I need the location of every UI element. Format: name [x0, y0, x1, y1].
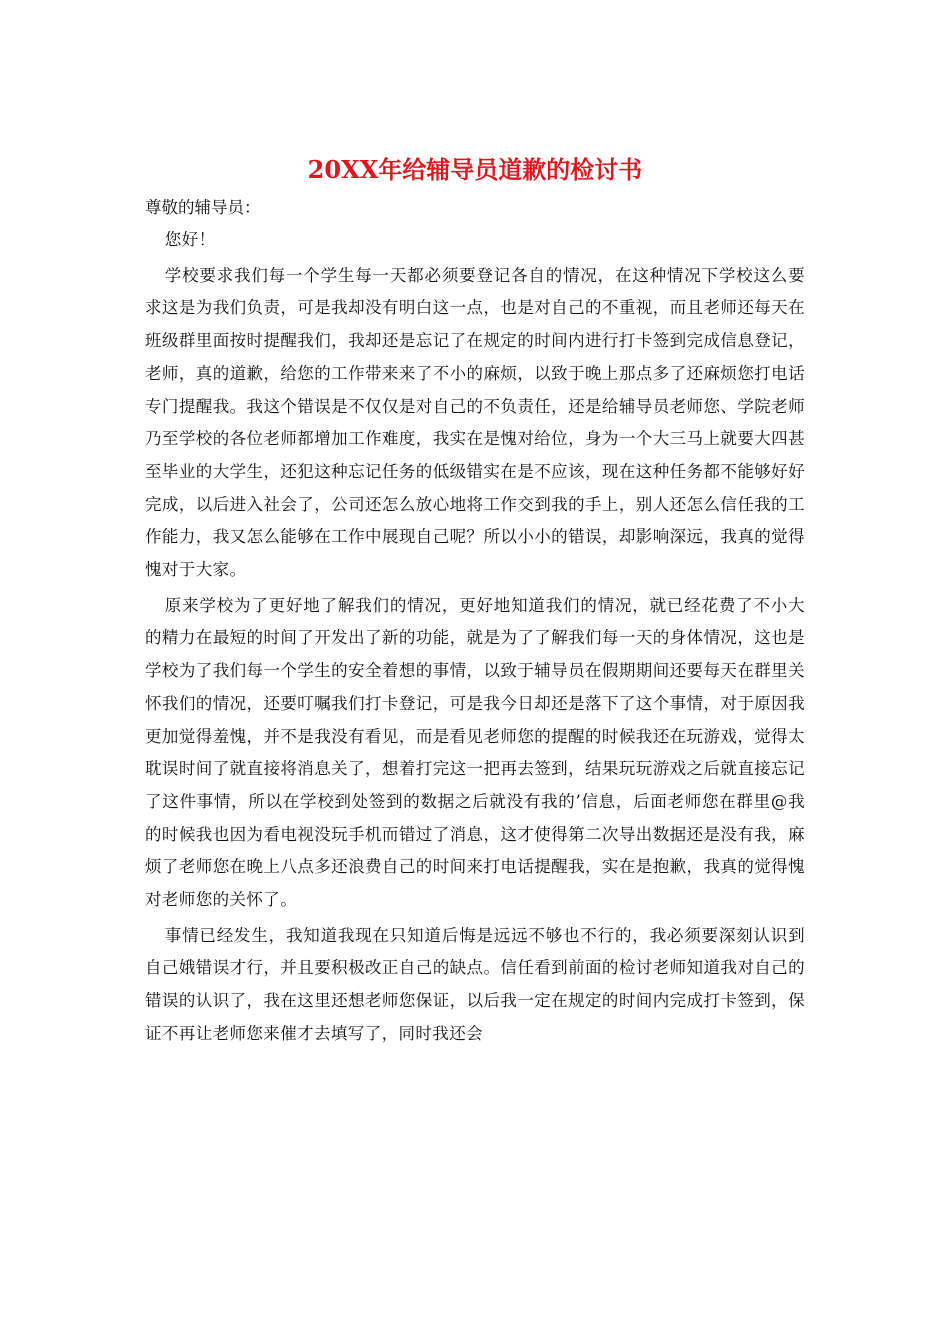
document-title: 20XX年给辅导员道歉的检讨书: [307, 155, 643, 184]
document-page: [145, 150, 805, 1051]
salutation: 尊敬的辅导员：: [145, 198, 261, 217]
body-paragraph-3: 事情已经发生，我知道我现在只知道后悔是远远不够也不行的，我必须要深刻认识到自己娥错误才行，并且要积极改正自己的缺点。信任看到前面的检讨老师知道我对自己的错误的认识了，我在这里还想老师您保证，以后我一定在规定的时间内完成打卡签到，保证不再让老师您来催才去填写了，同时我还会: [145, 925, 805, 1043]
greeting: 您好！: [164, 230, 216, 249]
body-paragraph-2: 原来学校为了更好地了解我们的情况，更好地知道我们的情况，就已经花费了不小大的精力在最短的时间了开发出了新的功能，就是为了了解我们每一天的身体情况，这也是学校为了我们每一个学生的安全着想的事情，以致于辅导员在假期期间还要每天在群里关怀我们的情况，还要叮嘱我们打卡登记，可是我今日却还是落下了这个事情，对于原因我更加觉得羞愧，并不是我没有看见，而是看见老师您的提醒的时候我还在玩游戏，觉得太耽误时间了就直接将消息关了，想着打完这一把再去签到，结果玩玩游戏之后就直接忘记了这件事情，所以在学校到处签到的数据之后就没有我的’信息，后面老师您在群里@我的时候我也因为看电视没玩手机而错过了消息，这才使得第二次导出数据还是没有我，麻烦了老师您在晚上八点多还浪费自己的时间来打电话提醒我，实在是抱歉，我真的觉得愧对老师您的关怀了。: [145, 595, 805, 910]
body-paragraph-1: 学校要求我们每一个学生每一天都必须要登记各自的情况，在这种情况下学校这么要求这是为我们负责，可是我却没有明白这一点，也是对自己的不重视，而且老师还每天在班级群里面按时提醒我们，我却还是忘记了在规定的时间内进行打卡签到完成信息登记，老师，真的道歉，给您的工作带来来了不小的麻烦，以致于晚上那点多了还麻烦您打电话专门提醒我。我这个错误是不仅仅是对自己的不负责任，还是给辅导员老师您、学院老师乃至学校的各位老师都增加工作难度，我实在是愧对给位，身为一个大三马上就要大四甚至毕业的大学生，还犯这种忘记任务的低级错实在是不应该，现在这种任务都不能够好好完成，以后进入社会了，公司还怎么放心地将工作交到我的手上，别人还怎么信任我的工作能力，我又怎么能够在工作中展现自己呢？所以小小的错误，却影响深远，我真的觉得愧对于大家。: [145, 265, 805, 580]
